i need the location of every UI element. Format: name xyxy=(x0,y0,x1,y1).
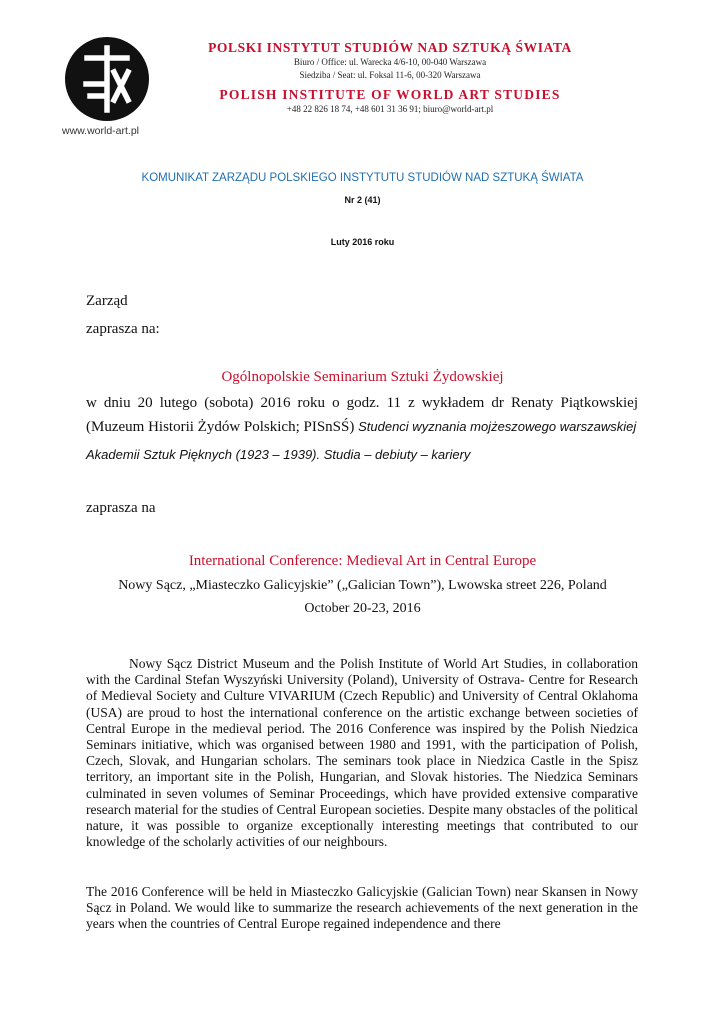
seat-address: Siedziba / Seat: ul. Foksal 11-6, 00-320 Warszawa xyxy=(299,70,481,80)
communique-title: KOMUNIKAT ZARZĄDU POLSKIEGO INSTYTUTU STUDIÓW NAD SZTUKĄ ŚWIATA xyxy=(141,172,584,184)
conference-paragraph-1: Nowy Sącz District Museum and the Polish Institute of World Art Studies, in collaboration with the Cardinal Stefan Wyszyński University (Poland), University of Ostrava- Centre for Research of Medieval Society and Culture VIVARIUM (Czech Republic) and University of Central Oklahoma (USA) are proud to host the international conference on the artistic exchange between societies of Central Europe in the medieval period. The 2016 Conference was inspired by the Polish Niedzica Seminars initiative, which was organised between 1980 and 1991, with the participation of Polish, Czech, Slovak, and Hungarian scholars. The seminars took place in Niedzica Castle in the Spisz territory, an important site in the Polish, Hungarian, and Slovak histories. The Niedzica Seminars culminated in seven volumes of Seminar Proceedings, which have provided extensive comparative research material for the studies of Central European societies. Despite many obstacles of the political nature, it was possible to organize exceptionally interesting meetings that contributed to our knowledge of the scholarly activities of our neighbours. xyxy=(86,656,638,850)
board-label: Zarząd xyxy=(86,293,128,309)
seminar-details-line2 xyxy=(86,419,646,436)
office-address: Biuro / Office: ul. Warecka 4/6-10, 00-040 Warszawa xyxy=(293,57,487,67)
communique-number: Nr 2 (41) xyxy=(344,195,381,205)
invites-label-1: zaprasza na: xyxy=(86,321,160,337)
lecture-title-part2: Akademii Sztuk Pięknych (1923 – 1939). Studia – debiuty – kariery xyxy=(86,447,471,462)
conference-location: Nowy Sącz, „Miasteczko Galicyjskie” („Galician Town”), Lwowska street 226, Poland xyxy=(118,578,607,593)
institute-name-pl: POLSKI INSTYTUT STUDIÓW NAD SZTUKĄ ŚWIATA xyxy=(208,40,572,55)
conference-dates: October 20-23, 2016 xyxy=(304,601,421,616)
invites-label-2: zaprasza na xyxy=(86,500,156,516)
seminar-affiliation: (Muzeum Historii Żydów Polskich; PISnSŚ) xyxy=(86,419,359,435)
contact-info: +48 22 826 18 74, +48 601 31 36 91; biuro@world-art.pl xyxy=(286,104,494,114)
conference-title: International Conference: Medieval Art in Central Europe xyxy=(188,553,537,569)
communique-date: Luty 2016 roku xyxy=(330,237,395,247)
institute-seal-icon xyxy=(62,34,152,124)
lecture-title-part1: Studenci wyznania mojżeszowego warszawskiej xyxy=(358,419,637,434)
website-link[interactable]: www.world-art.pl xyxy=(62,125,140,137)
institute-name-en: POLISH INSTITUTE OF WORLD ART STUDIES xyxy=(219,87,561,102)
conference-paragraph-2: The 2016 Conference will be held in Miasteczko Galicyjskie (Galician Town) near Skansen in Nowy Sącz in Poland. We would like to summarize the research achievements of the next generation in the years when the countries of Central Europe regained independence and there xyxy=(86,884,638,932)
seminar-details-line1: w dniu 20 lutego (sobota) 2016 roku o godz. 11 z wykładem dr Renaty Piątkowskiej xyxy=(86,395,638,411)
seminar-title: Ogólnopolskie Seminarium Sztuki Żydowskiej xyxy=(221,369,504,385)
